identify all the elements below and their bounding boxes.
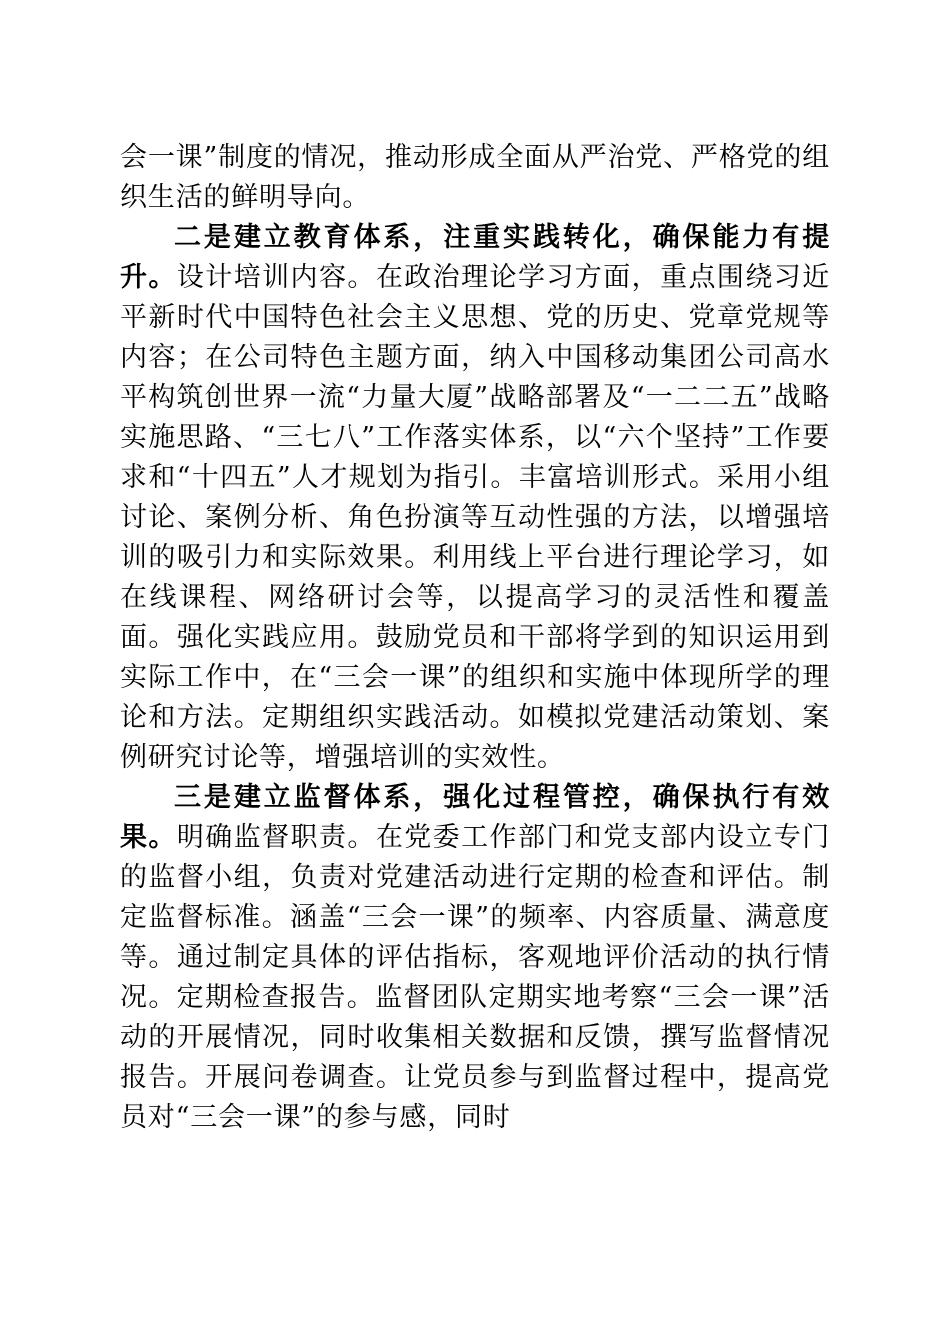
paragraph-text: 设计培训内容。在政治理论学习方面，重点围绕习近平新时代中国特色社会主义思想、党的历史、党章党规等内容；在公司特色主题方面，纳入中国移动集团公司高水平构筑创世界一流“力量大厦”战略部署及“一二二五”战略实施思路、“三七八”工作落实体系，以“六个坚持”工作要求和“十四五”人才规划为指引。丰富培训形式。采用小组讨论、案例分析、角色扮演等互动性强的方法，以增强培训的吸引力和实际效果。利用线上平台进行理论学习，如在线课程、网络研讨会等，以提高学习的灵活性和覆盖面。强化实践应用。鼓励党员和干部将学到的知识运用到实际工作中，在“三会一课”的组织和实施中体现所学的理论和方法。定期组织实践活动。如模拟党建活动策划、案例研究讨论等，增强培训的实效性。 <box>120 262 830 773</box>
paragraph-education-system <box>120 218 830 778</box>
paragraph-heading: 三是建立监督体系，强化过程管控，确保执行有效果。 <box>120 782 830 853</box>
document-page <box>120 138 830 1138</box>
paragraph-continuation <box>120 138 830 218</box>
paragraph-text: 会一课”制度的情况，推动形成全面从严治党、严格党的组织生活的鲜明导向。 <box>120 142 830 213</box>
paragraph-heading: 二是建立教育体系，注重实践转化，确保能力有提升。 <box>120 222 830 293</box>
paragraph-supervision-system <box>120 778 830 1138</box>
paragraph-text: 明确监督职责。在党委工作部门和党支部内设立专门的监督小组，负责对党建活动进行定期的检查和评估。制定监督标准。涵盖“三会一课”的频率、内容质量、满意度等。通过制定具体的评估指标，客观地评价活动的执行情况。定期检查报告。监督团队定期实地考察“三会一课”活动的开展情况，同时收集相关数据和反馈，撰写监督情况报告。开展问卷调查。让党员参与到监督过程中，提高党员对“三会一课”的参与感，同时 <box>120 822 830 1133</box>
